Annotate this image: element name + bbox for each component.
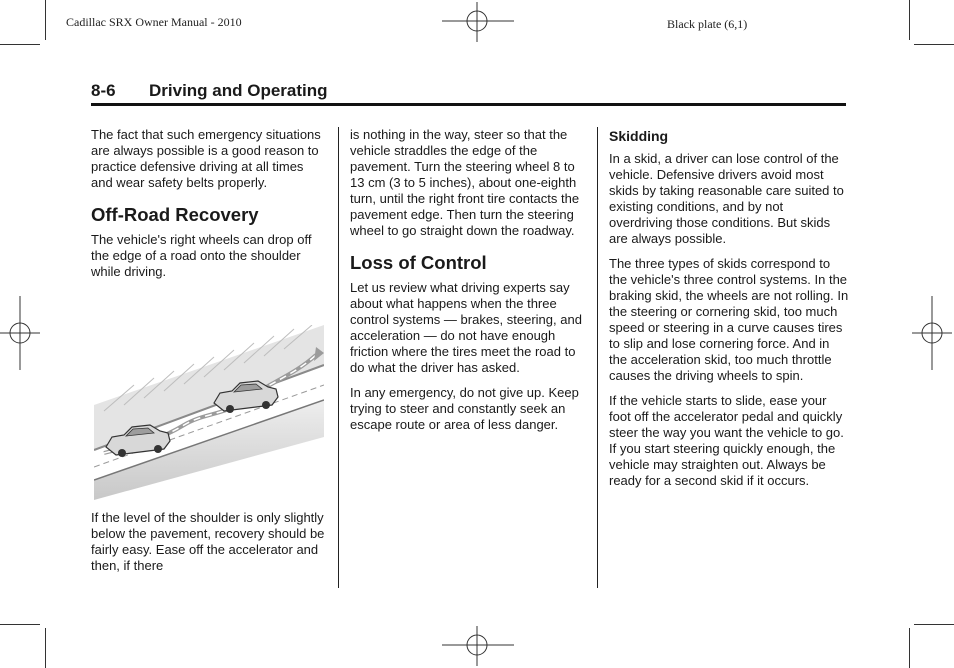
registration-mark-top-icon: [442, 2, 514, 42]
paragraph: If the vehicle starts to slide, ease your foot off the accelerator pedal and quickly steer the way you want the vehicle to go. If you start steering quickly enough, the vehicle may straighten out. Always be ready for a second skid if it occurs.: [609, 393, 844, 488]
paragraph: The vehicle's right wheels can drop off the edge of a road onto the shoulder while driving.: [91, 232, 312, 279]
section-title: Driving and Operating: [149, 81, 328, 100]
column-1: [91, 127, 327, 289]
column-3: [609, 127, 849, 498]
heading-skidding: Skidding: [609, 128, 669, 144]
slug-manual-title: Cadillac SRX Owner Manual - 2010: [66, 15, 242, 29]
heading-loss-of-control: Loss of Control: [350, 252, 487, 273]
page-header: [91, 81, 846, 106]
registration-mark-left-icon: [0, 296, 40, 370]
paragraph: Let us review what driving experts say about what happens when the three control systems — brakes, steering, and acceleration — do not have enough friction where the tires meet the road to do what the driver has asked.: [350, 280, 582, 375]
paragraph: The three types of skids correspond to the vehicle's three control systems. In the braking skid, the wheels are not rolling. In the steering or cornering skid, too much speed or steering in a curve causes tires to slip and lose cornering force. And in the acceleration skid, too much throttle causes the driving wheels to spin.: [609, 256, 849, 383]
paragraph: In a skid, a driver can lose control of the vehicle. Defensive drivers avoid most skids by taking reasonable care suited to existing conditions, and by not overdriving those conditions. But skids are always possible.: [609, 151, 844, 246]
heading-off-road-recovery: Off-Road Recovery: [91, 204, 259, 225]
paragraph: In any emergency, do not give up. Keep trying to steer and constantly seek an escape route or area of less danger.: [350, 385, 579, 432]
column-divider: [597, 127, 598, 588]
car-leaving-road-illustration: [94, 325, 324, 500]
paragraph: If the level of the shoulder is only slightly below the pavement, recovery should be fairly easy. Ease off the accelerator and then, if there: [91, 510, 325, 573]
slug-plate: Black plate (6,1): [667, 17, 748, 31]
paragraph: The fact that such emergency situations are always possible is a good reason to practice defensive driving at all times and wear safety belts properly.: [91, 127, 321, 190]
column-divider: [338, 127, 339, 588]
registration-mark-bottom-icon: [442, 626, 514, 666]
registration-mark-right-icon: [912, 296, 952, 370]
page-number: 8-6: [91, 81, 116, 100]
column-1-continued: [91, 510, 327, 583]
paragraph: is nothing in the way, steer so that the vehicle straddles the edge of the pavement. Turn the steering wheel 8 to 13 cm (3 to 5 inches), about one-eighth turn, until the right front tire contacts the pavement edge. Then turn the steering wheel to go straight down the roadway.: [350, 127, 580, 238]
column-2: [350, 127, 588, 442]
